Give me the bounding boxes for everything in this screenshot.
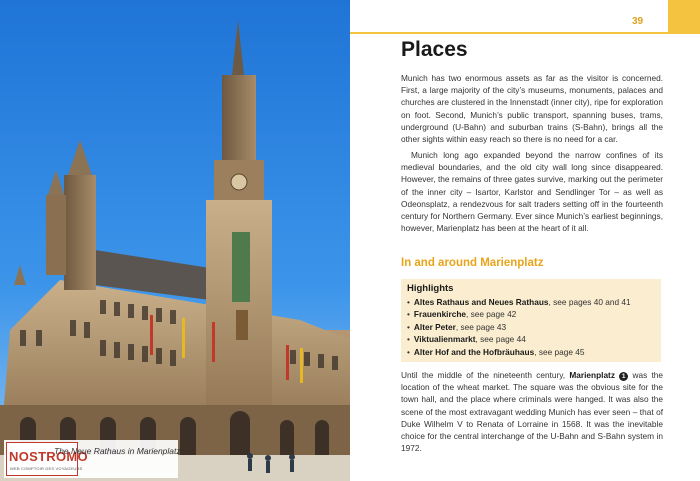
list-item: [407, 346, 631, 358]
bullet-icon: •: [407, 297, 410, 307]
page-number: 39: [632, 16, 644, 27]
photo-caption: The Neue Rathaus in Marienplatz: [54, 446, 181, 456]
header-tab: [668, 0, 700, 34]
highlight-ref: , see page 45: [534, 346, 585, 357]
highlight-ref: , see pages 40 and 41: [548, 297, 631, 307]
text-page: [350, 0, 700, 481]
list-item: [407, 333, 631, 345]
logo-title: NOSTROMO: [9, 449, 88, 464]
header-rule: [350, 32, 668, 34]
highlight-ref: , see page 43: [455, 321, 507, 332]
list-item: [407, 308, 631, 320]
highlight-name: Viktualienmarkt: [413, 334, 476, 345]
list-item: [407, 321, 631, 333]
highlights-list: [407, 296, 631, 358]
highlight-ref: , see page 42: [466, 309, 517, 320]
list-item: [407, 296, 631, 308]
history-paragraph: Munich long ago expanded beyond the narrow confines of its medieval boundaries, and the old city wall long since disappeared. However, the remains of three gates survive, marking out the perimeter of the inner city – Isartor, Karlstor and Sendlinger Tor – as well as Odeonsplatz, a rendezvous for salt traders setting off in the fourteenth century for Northern Germany. Ever since Munich’s earliest beginnings, however, Marienplatz has been at the heart of it all.: [401, 150, 663, 234]
bullet-icon: •: [407, 321, 410, 332]
bullet-icon: •: [407, 346, 410, 357]
bullet-icon: •: [407, 334, 410, 345]
highlights-box: [401, 279, 661, 362]
highlight-name: Altes Rathaus and Neues Rathaus: [413, 297, 549, 307]
paragraph3-bold: Marienplatz: [569, 370, 615, 380]
page-header: [350, 0, 700, 34]
highlights-title: Highlights: [407, 283, 454, 294]
marienplatz-paragraph: [401, 369, 663, 454]
bullet-icon: •: [407, 309, 410, 320]
section-heading: In and around Marienplatz: [401, 257, 544, 269]
page-title: Places: [401, 38, 468, 61]
logo-subtitle: WEB COMPTOIR DES VOYAGEURS: [10, 466, 83, 471]
paragraph3-rest: was the location of the wheat market. The square was the obvious site for the town hall, and the place where criminals were hanged. It was also the scene of the most extravagant wedding Munich has ever seen – that of Duke Wilhelm V to Renata of Lorraine in 1568. It was the inevitable choice for the central interchange of the U-Bahn and S-Bahn system in 1972.: [401, 370, 663, 454]
intro-paragraph: Munich has two enormous assets as far as the visitor is concerned. First, a large majority of the city’s museums, monuments, palaces and churches are clustered in the Innenstadt (inner city), ripe for exploration on foot. Second, Munich’s public transport, spanning buses, trams, underground (U-Bahn) and suburban trains (S-Bahn), brings all the other sights within easy reach so there is no need for a car.: [401, 73, 663, 145]
highlight-ref: , see page 44: [475, 334, 526, 345]
map-marker-icon: 1: [619, 372, 628, 381]
highlight-name: Alter Hof and the Hofbräuhaus: [413, 346, 535, 357]
caption-box: [4, 440, 181, 478]
highlight-name: Frauenkirche: [413, 309, 467, 320]
paragraph3-lead: Until the middle of the nineteenth century,: [401, 370, 570, 380]
highlight-name: Alter Peter: [413, 321, 456, 332]
